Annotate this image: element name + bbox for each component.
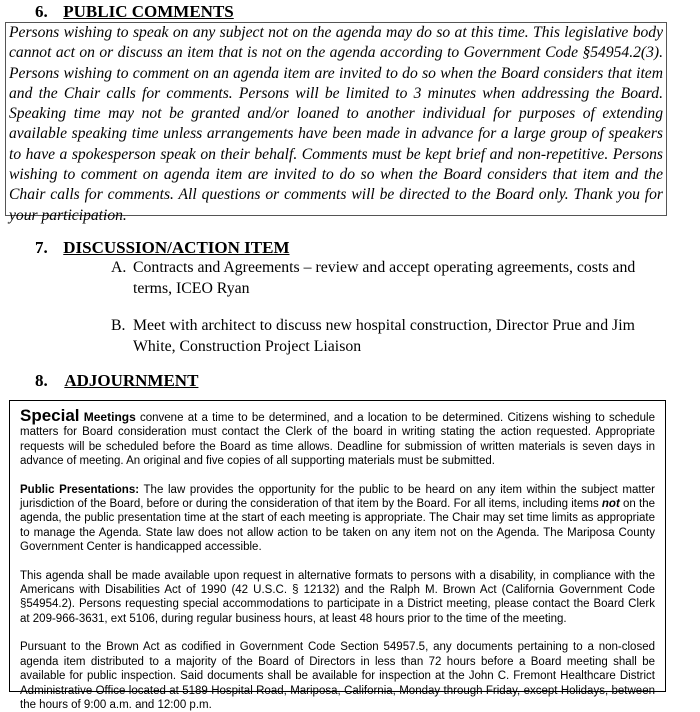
- section-8-number: 8.: [35, 371, 48, 390]
- special-word: Special: [20, 406, 80, 425]
- section-6-number: 6.: [35, 2, 48, 21]
- public-presentations-text-1: The law provides the opportunity for the public to be heard on any item within the subject matter jurisdiction of the Board, before or during the consideration of that item by the Board. For all items, including items: [20, 483, 655, 511]
- action-item-b-text: Meet with architect to discuss new hospital construction, Director Prue and Jim White, Construction Project Liaison: [133, 317, 635, 355]
- public-presentations-not: not: [601, 498, 620, 511]
- section-8-title: ADJOURNMENT: [64, 371, 199, 390]
- section-6-title: PUBLIC COMMENTS: [63, 2, 234, 21]
- meeting-notice-box: [9, 400, 666, 711]
- ada-paragraph: This agenda shall be made available upon request in alternative formats to persons with a disability, in compliance with the Americans with Disabilities Act of 1990 (42 U.S.C. § 12132) and the Ralph M. Brown Act (California Government Code §54954.2). Persons requesting special accommodations to participate in a District meeting, please contact the Board Clerk at 209-966-3631, ext 5106, during regular business hours, at least 48 hours prior to the time of the meeting.: [20, 569, 655, 625]
- public-presentations-paragraph: [20, 483, 655, 555]
- public-comments-box: [5, 22, 667, 224]
- action-item-b-marker: B.: [111, 317, 126, 334]
- public-presentations-text-2: on the agenda, the public presentation time at the start of each meeting is appropriate. The Chair may set time limits as appropriate to manage the Agenda. State law does not allow action to be taken on any item not on the Agenda. The Mariposa County Government Center is handicapped accessible.: [20, 498, 655, 554]
- action-item-a-marker: A.: [111, 259, 127, 276]
- meetings-word: Meetings: [83, 410, 136, 424]
- action-item-b: [111, 315, 671, 357]
- section-8-heading: [35, 371, 198, 391]
- special-meetings-paragraph: [20, 406, 655, 469]
- action-item-a-text: Contracts and Agreements – review and accept operating agreements, costs and terms, ICEO Ryan: [133, 259, 636, 297]
- brown-act-paragraph: Pursuant to the Brown Act as codified in Government Code Section 54957.5, any documents pertaining to a non-closed agenda item distributed to a majority of the Board of Directors in less than 72 hours before a Board meeting shall be available for public inspection. Said documents shall be available for inspection at the John C. Fremont Healthcare District Administrative Office located at 5189 Hospital Road, Mariposa, California, Monday through Friday, except Holidays, between the hours of 9:00 a.m. and 12:00 p.m.: [20, 641, 655, 711]
- public-comments-text: Persons wishing to speak on any subject not on the agenda may do so at this time. This legislative body cannot act on or discuss an item that is not on the agenda according to Government Code §54954.2(3). Persons wishing to comment on an agenda item are invited to do so when the Board considers that item and the Chair calls for comments. Persons will be limited to 3 minutes when addressing the Board. Speaking time may not be granted and/or loaned to another individual for purposes of extending available speaking time unless arrangements have been made in advance for a large group of speakers to have a spokesperson speak on their behalf. Comments must be kept brief and non-repetitive. Persons wishing to comment on agenda item are invited to do so when the Board considers that item and the Chair calls for comments. All questions or comments will be directed to the Board only. Thank you for your participation.: [9, 24, 663, 224]
- public-presentations-label: Public Presentations:: [20, 483, 140, 496]
- section-7-number: 7.: [35, 238, 48, 257]
- section-7-title: DISCUSSION/ACTION ITEM: [63, 238, 290, 257]
- section-7-heading: [35, 238, 290, 258]
- action-item-a: [111, 257, 671, 299]
- section-6-heading: [35, 2, 234, 22]
- special-meetings-text: convene at a time to be determined, and a location to be determined. Citizens wishing to schedule matters for Board consideration must contact the Clerk of the board in writing stating the action requested. Appropriate requests will be scheduled before the Board as time allows. Deadline for submission of written materials is seven days in advance of meeting. An original and five copies of all supporting materials must be submitted.: [20, 412, 655, 468]
